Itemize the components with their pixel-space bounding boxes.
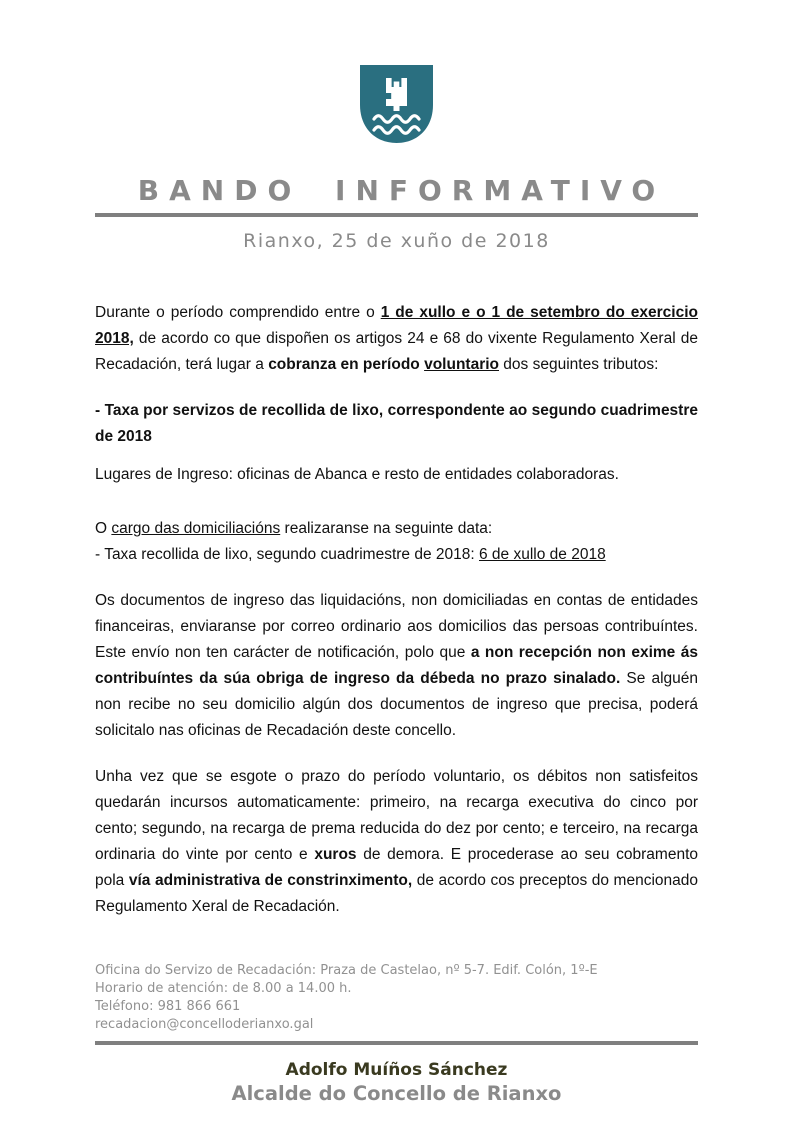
text-segment: de acordo co que dispoñen os artigos 24 e 68 do vixente Regulamento Xeral de Recadación, terá lugar a — [95, 330, 698, 373]
footer-divider — [95, 1041, 698, 1045]
paragraph-collection-period — [95, 300, 698, 378]
text-segment: - Taxa recollida de lixo, segundo cuadrimestre de 2018: — [95, 546, 479, 563]
paragraph-delivery-notice — [95, 588, 698, 744]
text-segment: Se alguén non recibe no seu domicilio algún dos documentos de ingreso que precisa, poderá solicitalo nas oficinas de Recadación deste concello. — [95, 670, 698, 739]
text-segment: de acordo cos preceptos do mencionado Regulamento Xeral de Recadación. — [95, 872, 698, 915]
dateline: Rianxo, 25 de xuño de 2018 — [243, 230, 550, 252]
rianxo-crest-icon — [360, 65, 433, 143]
text-segment: Lugares de Ingreso: oficinas de Abanca e resto de entidades colaboradoras. — [95, 466, 619, 483]
text-segment: 6 de xullo de 2018 — [479, 546, 606, 563]
text-segment: Durante o período comprendido entre o — [95, 304, 381, 321]
contact-hours-line: Horario de atención: de 8.00 a 14.00 h. — [95, 981, 352, 996]
text-segment: dos seguintes tributos: — [499, 356, 659, 373]
text-segment: voluntario — [424, 356, 499, 373]
document-title: BANDO INFORMATIVO — [137, 174, 666, 207]
contact-office-line: Oficina do Servizo de Recadación: Praza de Castelao, nº 5-7. Edif. Colón, 1º-E — [95, 963, 598, 978]
text-segment: cargo das domiciliacións — [111, 520, 281, 537]
paragraph-surcharges — [95, 764, 698, 920]
text-segment: - Taxa por servizos de recollida de lixo, correspondente ao segundo cuadrimestre de 2018 — [95, 402, 698, 445]
text-segment: a non recepción non exime ás contribuíntes da súa obriga de ingreso da débeda no prazo sinalado. — [95, 644, 698, 687]
text-segment: O — [95, 520, 112, 537]
contact-phone-line: Teléfono: 981 866 661 — [95, 999, 241, 1014]
paragraph-tax-item — [95, 398, 698, 450]
text-segment: 1 de xullo e o 1 de setembro do exercicio 2018, — [95, 304, 699, 347]
contact-info — [95, 962, 698, 1034]
text-segment: vía administrativa de constrinximento, — [128, 872, 413, 889]
paragraph-payment-places — [95, 462, 698, 488]
signature-role: Alcalde do Concello de Rianxo — [231, 1082, 562, 1105]
logo — [360, 65, 433, 143]
paragraph-direct-debit — [95, 516, 698, 568]
document-body — [95, 300, 698, 920]
text-segment: Os documentos de ingreso das liquidacións, non domiciliadas en contas de entidades financeiras, enviaranse por correo ordinario aos domicilios das persoas contribuíntes. Este envío non ten carácter de notificación, polo que — [95, 592, 698, 661]
text-segment: de demora. E procederase ao seu cobramento pola — [95, 846, 698, 889]
text-segment: xuros — [314, 846, 357, 863]
text-segment: cobranza en período — [268, 356, 425, 373]
text-segment: realizaranse na seguinte data: — [280, 520, 493, 537]
text-segment: Unha vez que se esgote o prazo do período voluntario, os débitos non satisfeitos quedarán incursos automaticamente: primeiro, na recarga executiva do cinco por cento; segundo, na recarga de prema reducida do dez por cento; e terceiro, na recarga ordinaria do vinte por cento e — [95, 768, 698, 863]
header-divider — [95, 213, 698, 217]
signature-name: Adolfo Muíños Sánchez — [285, 1060, 508, 1080]
contact-email-line: recadacion@concelloderianxo.gal — [95, 1017, 314, 1032]
